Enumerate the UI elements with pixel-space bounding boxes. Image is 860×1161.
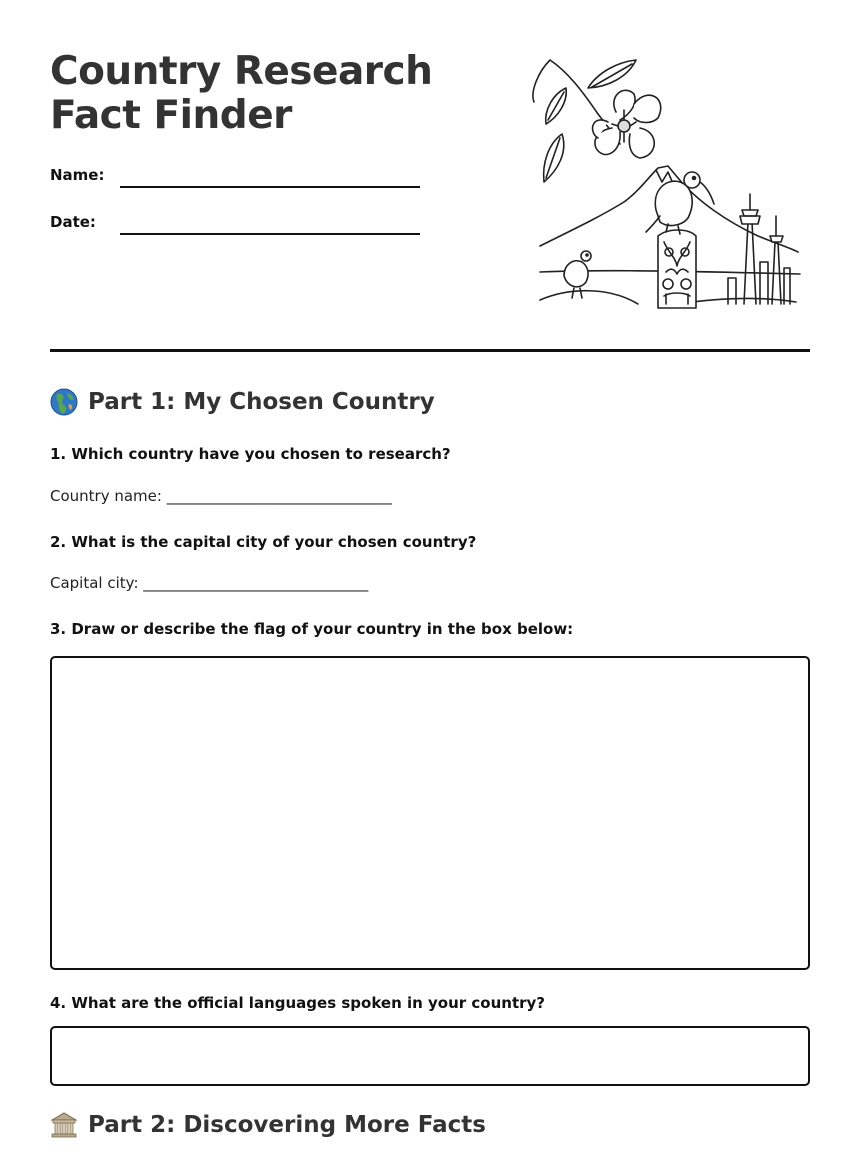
question-3: 3. Draw or describe the flag of your country in the box below:: [50, 620, 574, 638]
country-name-blank[interactable]: ______________________________: [166, 487, 392, 505]
capital-city-blank[interactable]: ______________________________: [143, 574, 369, 592]
question-2: 2. What is the capital city of your chosen country?: [50, 533, 477, 551]
classical-building-icon: [50, 1111, 78, 1139]
name-write-line[interactable]: [120, 186, 420, 188]
date-write-line[interactable]: [120, 233, 420, 235]
date-field: [50, 213, 430, 239]
worksheet-header: [50, 0, 810, 352]
page-title: Country Research Fact Finder: [50, 49, 433, 138]
worksheet-page: [50, 0, 810, 1161]
capital-city-label: Capital city:: [50, 574, 139, 592]
flag-drawing-box[interactable]: [50, 656, 810, 970]
part1-heading: [50, 388, 435, 416]
question-4: 4. What are the official languages spoken in your country?: [50, 994, 545, 1012]
part2-heading: [50, 1111, 486, 1139]
capital-city-answer[interactable]: [50, 574, 368, 592]
name-label: Name:: [50, 166, 105, 184]
globe-icon: [50, 388, 78, 416]
country-name-label: Country name:: [50, 487, 162, 505]
question-1: 1. Which country have you chosen to research?: [50, 445, 451, 463]
languages-answer-box[interactable]: [50, 1026, 810, 1086]
header-divider: [50, 349, 810, 352]
date-label: Date:: [50, 213, 96, 231]
new-zealand-illustration: [528, 52, 808, 314]
part1-heading-text: Part 1: My Chosen Country: [88, 389, 435, 415]
country-name-answer[interactable]: [50, 487, 392, 505]
name-field: [50, 166, 430, 192]
part2-heading-text: Part 2: Discovering More Facts: [88, 1112, 486, 1138]
